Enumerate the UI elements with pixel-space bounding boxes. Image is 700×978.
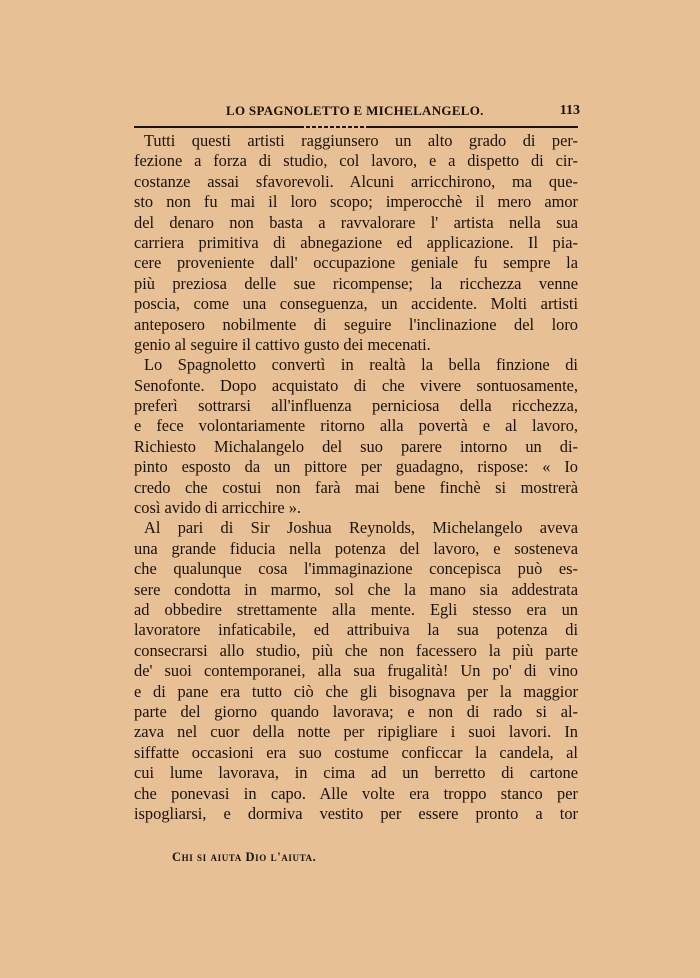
text-line: del denaro non basta a ravvalorare l' artista nella sua [134, 212, 578, 232]
text-line: sere condotta in marmo, sol che la mano sia addestrata [134, 579, 578, 599]
text-line: così avido di arricchire ». [134, 498, 302, 518]
text-line: genio al seguire il cattivo gusto dei mecenati. [134, 334, 431, 354]
header-rule-ornament [300, 126, 370, 128]
text-line: Richiesto Michalangelo del suo parere intorno un di- [134, 436, 578, 456]
text-line: anteposero nobilmente di seguire l'inclinazione del loro [134, 314, 578, 334]
text-line: cui lume lavorava, in cima ad un berretto di cartone [134, 763, 578, 783]
text-line: costanze assai sfavorevoli. Alcuni arricchirono, ma que- [134, 171, 578, 191]
text-line: carriera primitiva di abnegazione ed applicazione. Il pia- [134, 232, 578, 252]
text-line: una grande fiducia nella potenza del lavoro, e sosteneva [134, 538, 578, 558]
text-line: consecrarsi allo studio, più che non facessero la più parte [134, 640, 578, 660]
text-line: credo che costui non farà mai bene finchè si mostrerà [134, 477, 578, 497]
text-line: preferì sottrarsi all'influenza perniciosa della ricchezza, [134, 396, 578, 416]
text-line: Al pari di Sir Joshua Reynolds, Michelangelo aveva [144, 518, 578, 538]
text-line: pinto esposto da un pittore per guadagno, rispose: « Io [134, 457, 578, 477]
text-line: de' suoi contemporanei, alla sua frugalità! Un po' di vino [134, 661, 578, 681]
text-line: ispogliarsi, e dormiva vestito per essere pronto a tor [134, 803, 578, 823]
body-text [134, 131, 578, 824]
text-line: Senofonte. Dopo acquistato di che vivere sontuosamente, [134, 375, 578, 395]
text-line: siffatte occasioni era suo costume conficcar la candela, al [134, 742, 578, 762]
running-title: LO SPAGNOLETTO E MICHELANGELO. [226, 103, 484, 118]
text-line: e fece volontariamente ritorno alla povertà e al lavoro, [134, 416, 578, 436]
page-number: 113 [559, 103, 580, 118]
text-line: e di pane era tutto ciò che gli bisognava per la maggior [134, 681, 578, 701]
text-line: sto non fu mai il loro scopo; imperocchè il mero amor [134, 192, 578, 212]
text-line: Tutti questi artisti raggiunsero un alto grado di per- [144, 131, 578, 150]
text-line: lavoratore infaticabile, ed attribuiva la sua potenza di [134, 620, 578, 640]
text-line: fezione a forza di studio, col lavoro, e a dispetto di cir- [134, 151, 578, 171]
text-line: poscia, come una conseguenza, un accidente. Molti artisti [134, 294, 578, 314]
text-line: più preziosa delle sue ricompense; la ricchezza venne [134, 273, 578, 293]
text-line: ad obbedire strettamente alla mente. Egli stesso era un [134, 599, 578, 619]
running-head [118, 103, 580, 121]
text-line: che qualunque cosa l'immaginazione concepisca può es- [134, 559, 578, 579]
footer-catchline: Chi si aiuta Dio l'aiuta. [172, 850, 317, 864]
text-line: zava nel cuor della notte per ripigliare i suoi lavori. In [134, 722, 578, 742]
text-line: cere proveniente dall' occupazione geniale fu sempre la [134, 253, 578, 273]
text-line: Lo Spagnoletto convertì in realtà la bella finzione di [144, 355, 578, 375]
text-line: parte del giorno quando lavorava; e non di rado si al- [134, 701, 578, 721]
text-line: che ponevasi in capo. Alle volte era troppo stanco per [134, 783, 578, 803]
